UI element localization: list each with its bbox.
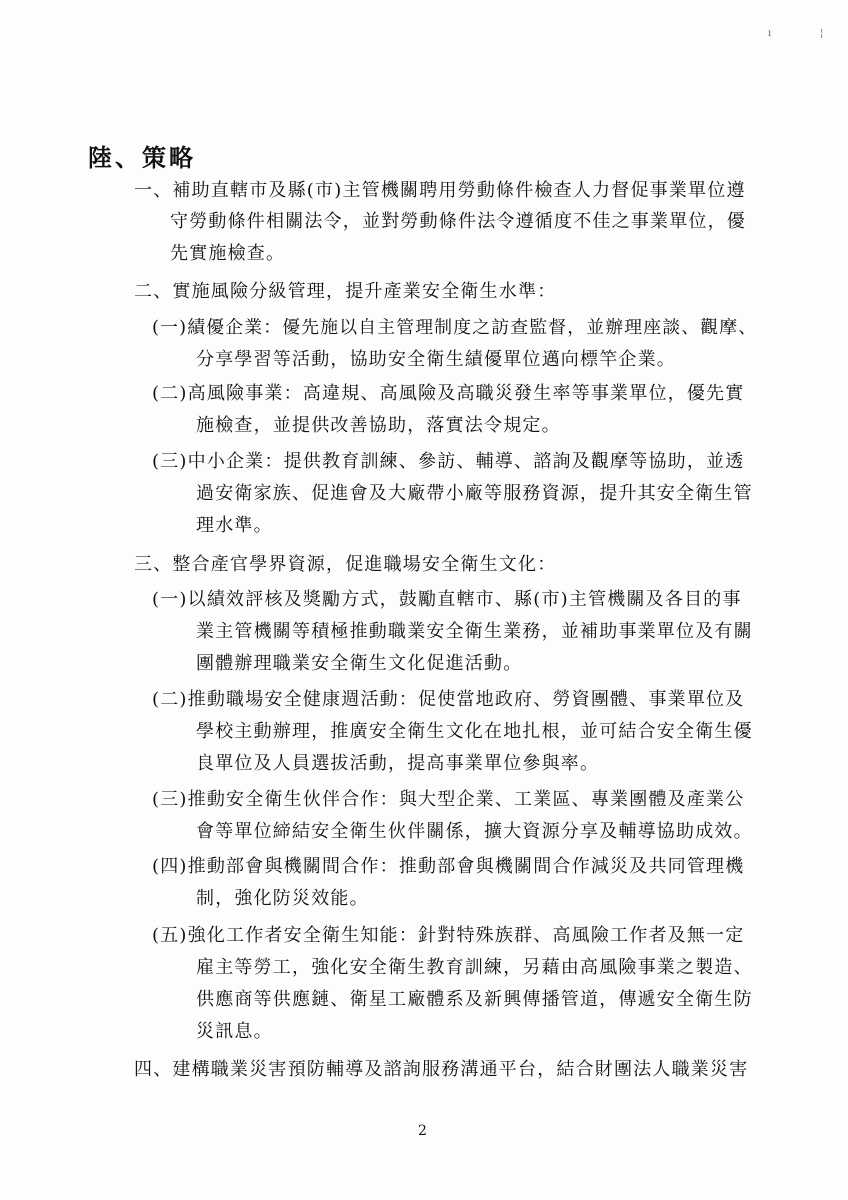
item-3-3-line-1: (三)推動安全衛生伙伴合作：與大型企業、工業區、專業團體及產業公	[152, 789, 745, 810]
item-3-2-line-1: (二)推動職場安全健康週活動：促使當地政府、勞資團體、事業單位及	[152, 689, 745, 710]
item-3-line-1: 三、整合產官學界資源，促進職場安全衛生文化：	[134, 554, 557, 575]
item-3-5-line-2: 雇主等勞工，強化安全衛生教育訓練，另藉由高風險事業之製造、	[196, 957, 753, 978]
item-3-5-line-4: 災訊息。	[196, 1021, 273, 1042]
page-number: 2	[418, 1123, 427, 1139]
item-3-1-line-3: 團體辦理職業安全衛生文化促進活動。	[196, 653, 523, 674]
item-3-3-line-2: 會等單位締結安全衛生伙伴關係，擴大資源分享及輔導協助成效。	[196, 821, 753, 842]
item-3-1-line-2: 業主管機關等積極推動職業安全衛生業務，並補助事業單位及有關	[196, 621, 753, 642]
item-3-5-line-3: 供應商等供應鏈、衛星工廠體系及新興傳播管道，傳遞安全衛生防	[196, 989, 753, 1010]
item-3-4-line-2: 制，強化防災效能。	[196, 888, 369, 909]
item-2-1-line-1: (一)績優企業：優先施以自主管理制度之訪查監督，並辦理座談、觀摩、	[152, 317, 758, 338]
item-2-2-line-1: (二)高風險事業：高違規、高風險及高職災發生率等事業單位，優先實	[152, 383, 745, 404]
item-2-3-line-3: 理水準。	[196, 515, 273, 536]
item-1-line-2: 守勞動條件相關法令，並對勞動條件法令遵循度不佳之事業單位，優	[170, 211, 746, 232]
item-1-line-1: 一、補助直轄市及縣(市)主管機關聘用勞動條件檢查人力督促事業單位遵	[134, 180, 746, 201]
scan-mark: ¦	[820, 28, 824, 39]
scan-mark: ı	[768, 28, 772, 39]
item-2-3-line-2: 過安衛家族、促進會及大廠帶小廠等服務資源，提升其安全衛生管	[196, 483, 753, 504]
item-3-1-line-1: (一)以績效評核及獎勵方式，鼓勵直轄市、縣(市)主管機關及各目的事	[152, 589, 742, 610]
item-2-line-1: 二、實施風險分級管理，提升產業安全衛生水準：	[134, 281, 557, 302]
item-2-3-line-1: (三)中小企業：提供教育訓練、參訪、輔導、諮詢及觀摩等協助，並透	[152, 451, 745, 472]
item-3-5-line-1: (五)強化工作者安全衛生知能：針對特殊族群、高風險工作者及無一定	[152, 925, 745, 946]
item-3-2-line-2: 學校主動辦理，推廣安全衛生文化在地扎根，並可結合安全衛生優	[196, 721, 753, 742]
item-4-line-1: 四、建構職業災害預防輔導及諮詢服務溝通平台，結合財團法人職業災害	[134, 1059, 749, 1080]
item-3-2-line-3: 良單位及人員選拔活動，提高事業單位參與率。	[196, 753, 600, 774]
item-2-2-line-2: 施檢查，並提供改善協助，落實法令規定。	[196, 415, 561, 436]
item-1-line-3: 先實施檢查。	[170, 243, 286, 264]
section-heading: 陸、策略	[88, 143, 196, 172]
item-3-4-line-1: (四)推動部會與機關間合作：推動部會與機關間合作減災及共同管理機	[152, 856, 745, 877]
item-2-1-line-2: 分享學習等活動，協助安全衛生績優單位邁向標竿企業。	[196, 349, 676, 370]
